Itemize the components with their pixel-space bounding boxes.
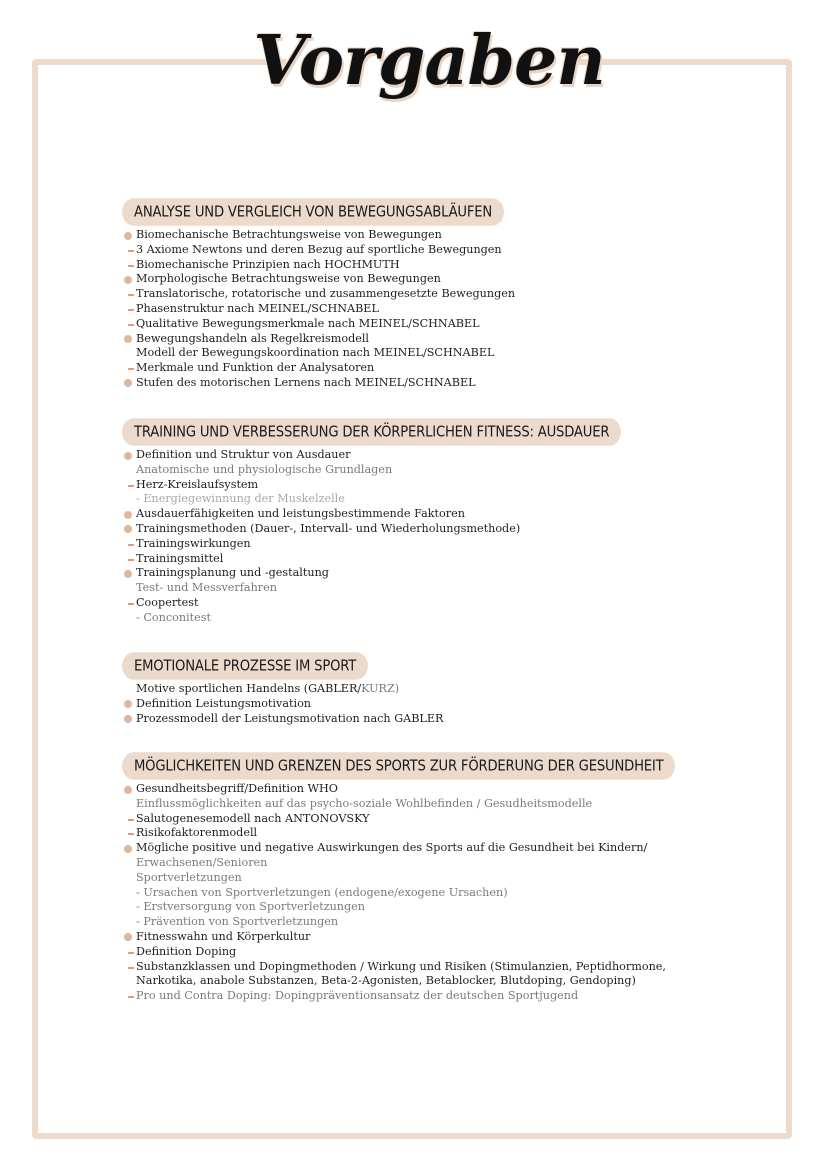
- bullet-dot-icon: [124, 715, 132, 723]
- bullet-dot-icon: [124, 452, 132, 460]
- section-heading: ANALYSE UND VERGLEICH VON BEWEGUNGSABLÄUFEN: [122, 198, 504, 226]
- list-item: - Energiegewinnung der Muskelzelle: [136, 492, 345, 506]
- section-heading: MÖGLICHKEITEN UND GRENZEN DES SPORTS ZUR FÖRDERUNG DER GESUNDHEIT: [122, 752, 675, 780]
- list-item: Erwachsenen/Senioren: [136, 855, 268, 869]
- list-item: Bewegungshandeln als Regelkreismodell: [122, 332, 682, 347]
- bullet-dot-icon: [124, 570, 132, 578]
- item-list: [122, 782, 682, 1004]
- bullet-dot-icon: [124, 525, 132, 533]
- section-gesundheit: [122, 754, 682, 1004]
- bullet-dash-icon: [128, 819, 134, 821]
- bullet-dot-icon: [124, 276, 132, 284]
- bullet-dash-icon: [128, 309, 134, 311]
- bullet-dot-icon: [124, 379, 132, 387]
- list-item: Translatorische, rotatorische und zusammengesetzte Bewegungen: [122, 287, 682, 302]
- list-item: Trainingsplanung und -gestaltung: [122, 566, 682, 581]
- section-ausdauer: [122, 420, 682, 626]
- list-item: Morphologische Betrachtungsweise von Bewegungen: [122, 272, 682, 287]
- list-item: Fitnesswahn und Körperkultur: [122, 930, 682, 945]
- list-item: Gesundheitsbegriff/Definition WHO: [122, 782, 682, 797]
- list-item: Merkmale und Funktion der Analysatoren: [122, 361, 682, 376]
- list-item: Test- und Messverfahren: [136, 581, 277, 595]
- list-item: Salutogenesemodell nach ANTONOVSKY: [122, 812, 682, 827]
- bullet-dash-icon: [128, 559, 134, 561]
- bullet-dash-icon: [128, 368, 134, 370]
- list-item: Biomechanische Prinzipien nach HOCHMUTH: [122, 258, 682, 273]
- bullet-dot-icon: [124, 232, 132, 240]
- bullet-dash-icon: [128, 485, 134, 487]
- list-item: Trainingsmittel: [122, 552, 682, 567]
- list-item: Narkotika, anabole Substanzen, Beta-2-Agonisten, Betablocker, Blutdoping, Gendoping): [136, 974, 636, 988]
- list-item: Phasenstruktur nach MEINEL/SCHNABEL: [122, 302, 682, 317]
- bullet-dash-icon: [128, 324, 134, 326]
- bullet-dash-icon: [128, 544, 134, 546]
- list-item: - Erstversorgung von Sportverletzungen: [136, 900, 365, 914]
- list-item: Definition Doping: [122, 945, 682, 960]
- list-item: - Conconitest: [136, 610, 211, 624]
- list-item: Definition und Struktur von Ausdauer: [122, 448, 682, 463]
- bullet-dot-icon: [124, 511, 132, 519]
- section-bewegungsablaeufe: [122, 200, 682, 391]
- list-item: Anatomische und physiologische Grundlagen: [136, 462, 393, 476]
- bullet-dash-icon: [128, 952, 134, 954]
- list-item: Prozessmodell der Leistungsmotivation nach GABLER: [122, 712, 682, 727]
- bullet-dot-icon: [124, 786, 132, 794]
- bullet-dash-icon: [128, 250, 134, 252]
- list-item: - Prävention von Sportverletzungen: [136, 915, 339, 929]
- list-item: Sportverletzungen: [136, 870, 242, 884]
- list-item: Motive sportlichen Handelns (GABLER/KURZ): [136, 682, 400, 695]
- list-item: Risikofaktorenmodell: [122, 826, 682, 841]
- bullet-dash-icon: [128, 833, 134, 835]
- bullet-dot-icon: [124, 933, 132, 941]
- bullet-dash-icon: [128, 265, 134, 267]
- list-item: Coopertest: [122, 596, 682, 611]
- list-item: Qualitative Bewegungsmerkmale nach MEINEL/SCHNABEL: [122, 317, 682, 332]
- list-item: Einflussmöglichkeiten auf das psycho-soziale Wohlbefinden / Gesudheitsmodelle: [136, 796, 593, 810]
- list-item: Stufen des motorischen Lernens nach MEINEL/SCHNABEL: [122, 376, 682, 391]
- item-list: [122, 448, 682, 626]
- item-list: [122, 682, 682, 726]
- bullet-dash-icon: [128, 967, 134, 969]
- section-emotionale-prozesse: [122, 654, 682, 726]
- section-heading: EMOTIONALE PROZESSE IM SPORT: [122, 652, 368, 680]
- bullet-dash-icon: [128, 603, 134, 605]
- list-item: Herz-Kreislaufsystem: [122, 478, 682, 493]
- list-item: Definition Leistungsmotivation: [122, 697, 682, 712]
- bullet-dash-icon: [128, 294, 134, 296]
- list-item: Modell der Bewegungskoordination nach MEINEL/SCHNABEL: [136, 346, 495, 360]
- list-item: Biomechanische Betrachtungsweise von Bewegungen: [122, 228, 682, 243]
- bullet-dash-icon: [128, 996, 134, 998]
- list-item: - Ursachen von Sportverletzungen (endogene/exogene Ursachen): [136, 885, 508, 899]
- page-title: Vorgaben: [253, 21, 605, 101]
- list-item: Ausdauerfähigkeiten und leistungsbestimmende Faktoren: [122, 507, 682, 522]
- list-item: Substanzklassen und Dopingmethoden / Wirkung und Risiken (Stimulanzien, Peptidhormone,: [122, 960, 682, 975]
- section-heading: TRAINING UND VERBESSERUNG DER KÖRPERLICHEN FITNESS: AUSDAUER: [122, 418, 621, 446]
- list-item: Pro und Contra Doping: Dopingpräventionsansatz der deutschen Sportjugend: [122, 989, 682, 1004]
- list-item: 3 Axiome Newtons und deren Bezug auf sportliche Bewegungen: [122, 243, 682, 258]
- bullet-dot-icon: [124, 335, 132, 343]
- bullet-dot-icon: [124, 700, 132, 708]
- list-item: Trainingsmethoden (Dauer-, Intervall- und Wiederholungsmethode): [122, 522, 682, 537]
- list-item: Trainingswirkungen: [122, 537, 682, 552]
- list-item: Mögliche positive und negative Auswirkungen des Sports auf die Gesundheit bei Kindern/: [122, 841, 682, 856]
- item-list: [122, 228, 682, 391]
- bullet-dot-icon: [124, 845, 132, 853]
